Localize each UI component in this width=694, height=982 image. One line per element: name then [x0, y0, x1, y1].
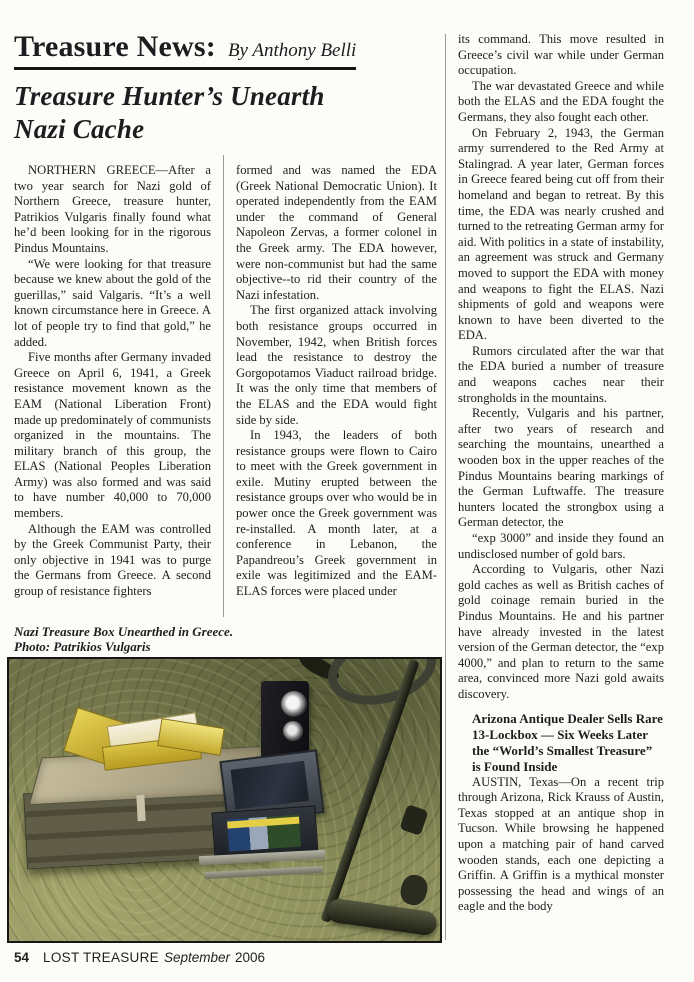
masthead — [14, 30, 356, 70]
masthead-byline: By Anthony Belli — [227, 40, 357, 61]
headline-line-1: Treasure Hunter’s Unearth — [14, 81, 325, 111]
detector-screen — [231, 761, 309, 810]
issue-year: 2006 — [235, 950, 266, 965]
photo-caption-title: Nazi Treasure Box Unearthed in Greece. — [14, 624, 234, 639]
paragraph: NORTHERN GREECE—After a two year search for Nazi gold of Northern Greece, treasure hunter, Patrikios Vulgaris finally found what he’d been looking for in the rigorous Pindus Mountains. — [14, 163, 211, 255]
photo-caption-credit: Photo: Patrikios Vulgaris — [14, 639, 151, 654]
article-headline — [14, 80, 444, 146]
control-unit-dial-small — [283, 721, 303, 741]
paragraph: Recently, Vulgaris and his partner, after two years of research and searching the mountains, unearthed a wooden box in the upper reaches of the Pindus Mountains bearing markings of the German Luftwaffe. The treasure hunters located the strongbox using a German detector, the — [458, 406, 664, 530]
masthead-title: Treasure News: — [14, 30, 216, 63]
paragraph: The war devastated Greece and while both the ELAS and the EDA fought the Germans, they also fought each other. — [458, 78, 664, 124]
paragraph: According to Vulgaris, other Nazi gold caches as well as British caches of gold coinage remain buried in the Pindus Mountains. He and his partner have already invested in the latest version of the German detector, the “exp 4000,” and plan to return to the same area, convinced more Nazi gold awaits discovery. — [458, 562, 664, 701]
article-column-1 — [14, 163, 211, 600]
paragraph: The first organized attack involving both resistance groups occurred in November, 1942, when British forces lead the resistance to destroy the Gorgopotamos Viaduct railroad bridge. It was the only time that members of the ELAS and the EDA would fight side by side. — [236, 303, 437, 427]
headline-line-2: Nazi Cache — [14, 114, 145, 144]
paragraph: In 1943, the leaders of both resistance groups were flown to Cairo to meet with the Greek government in exile. Mutiny erupted between the resistance groups over who would be in power once the Greek government was re-installed. A month later, at a conference in Lebanon, the Papandreou’s Greek government in exile was legitimized and the EAM-ELAS forces were placed under — [236, 428, 437, 599]
crate-latch — [136, 795, 145, 821]
paragraph: its command. This move resulted in Greece’s civil war while under German occupation. — [458, 32, 664, 78]
article-column-2 — [236, 163, 437, 600]
magazine-title: LOST TREASURE — [43, 950, 159, 965]
next-article-subhead: Arizona Antique Dealer Sells Rare 13-Lockbox — Six Weeks Later the “World’s Smallest Treasure” is Found Inside — [472, 710, 663, 774]
paragraph: Five months after Germany invaded Greece on April 6, 1941, a Greek resistance movement known as the EAM (National Liberation Front) made up predominately of communists organized in the mountains. The military branch of this group, the ELAS (National Peoples Liberation Army) was also formed and was said to have number 40,000 to 70,000 members. — [14, 350, 211, 521]
paragraph: On February 2, 1943, the German army surrendered to the Red Army at Stalingrad. A year later, German forces in Greece feared being cut off from their homeland and began to retreat. By this time, the EDA was nearly crushed and turned to the retreating German army for aid. With politics in a state of instability, an agreement was struck and Germany moved to support the EDA with money and weapons to fight the ELAS. Nazi shipments of gold and weapons were known to have been diverted to the EDA. — [458, 125, 664, 343]
photo-caption — [14, 624, 444, 654]
paragraph: “We were looking for that treasure because we knew about the gold of the guerillas,” said Valgaris. “It’s a well known circumstance here in Greece. A lot of people try to find that gold,” he added. — [14, 256, 211, 349]
column-divider-2 — [445, 34, 446, 940]
paragraph: “exp 3000” and inside they found an undisclosed number of gold bars. — [458, 531, 664, 561]
control-unit-dial — [281, 691, 307, 717]
detector-label — [227, 815, 301, 852]
article-column-3 — [458, 32, 664, 915]
article-column-3-after-subhead — [458, 775, 664, 915]
issue-month: September — [163, 950, 231, 965]
column-divider-1 — [223, 155, 224, 617]
treasure-box-photo — [7, 657, 442, 943]
article-column-3-body — [458, 32, 664, 703]
detector-label-strip — [227, 817, 299, 829]
page-number: 54 — [14, 950, 30, 965]
page-footer — [14, 950, 265, 965]
paragraph: formed and was named the EDA (Greek National Democratic Union). It operated independently from the EAM under the command of General Napoleon Zervas, a former colonel in the Greek army. The EDA however, were non-communist but had the same objective--to rid their country of the Nazi infestation. — [236, 163, 437, 302]
paragraph: Although the EAM was controlled by the Greek Communist Party, their only objective in 1941 was to purge the Germans from Greece. A second group of resistance fighters — [14, 521, 211, 599]
paragraph: AUSTIN, Texas—On a recent trip through Arizona, Rick Krauss of Austin, Texas stopped at an antique shop in Tucson. While browsing he happened upon a matching pair of hand carved wooden stands, each one depicting a Griffin. A Griffin is a mythical monster possessing the head and wings of an eagle and the body — [458, 774, 664, 914]
paragraph: Rumors circulated after the war that the EDA buried a number of treasure and weapons caches near their strongholds in the mountains. — [458, 343, 664, 405]
